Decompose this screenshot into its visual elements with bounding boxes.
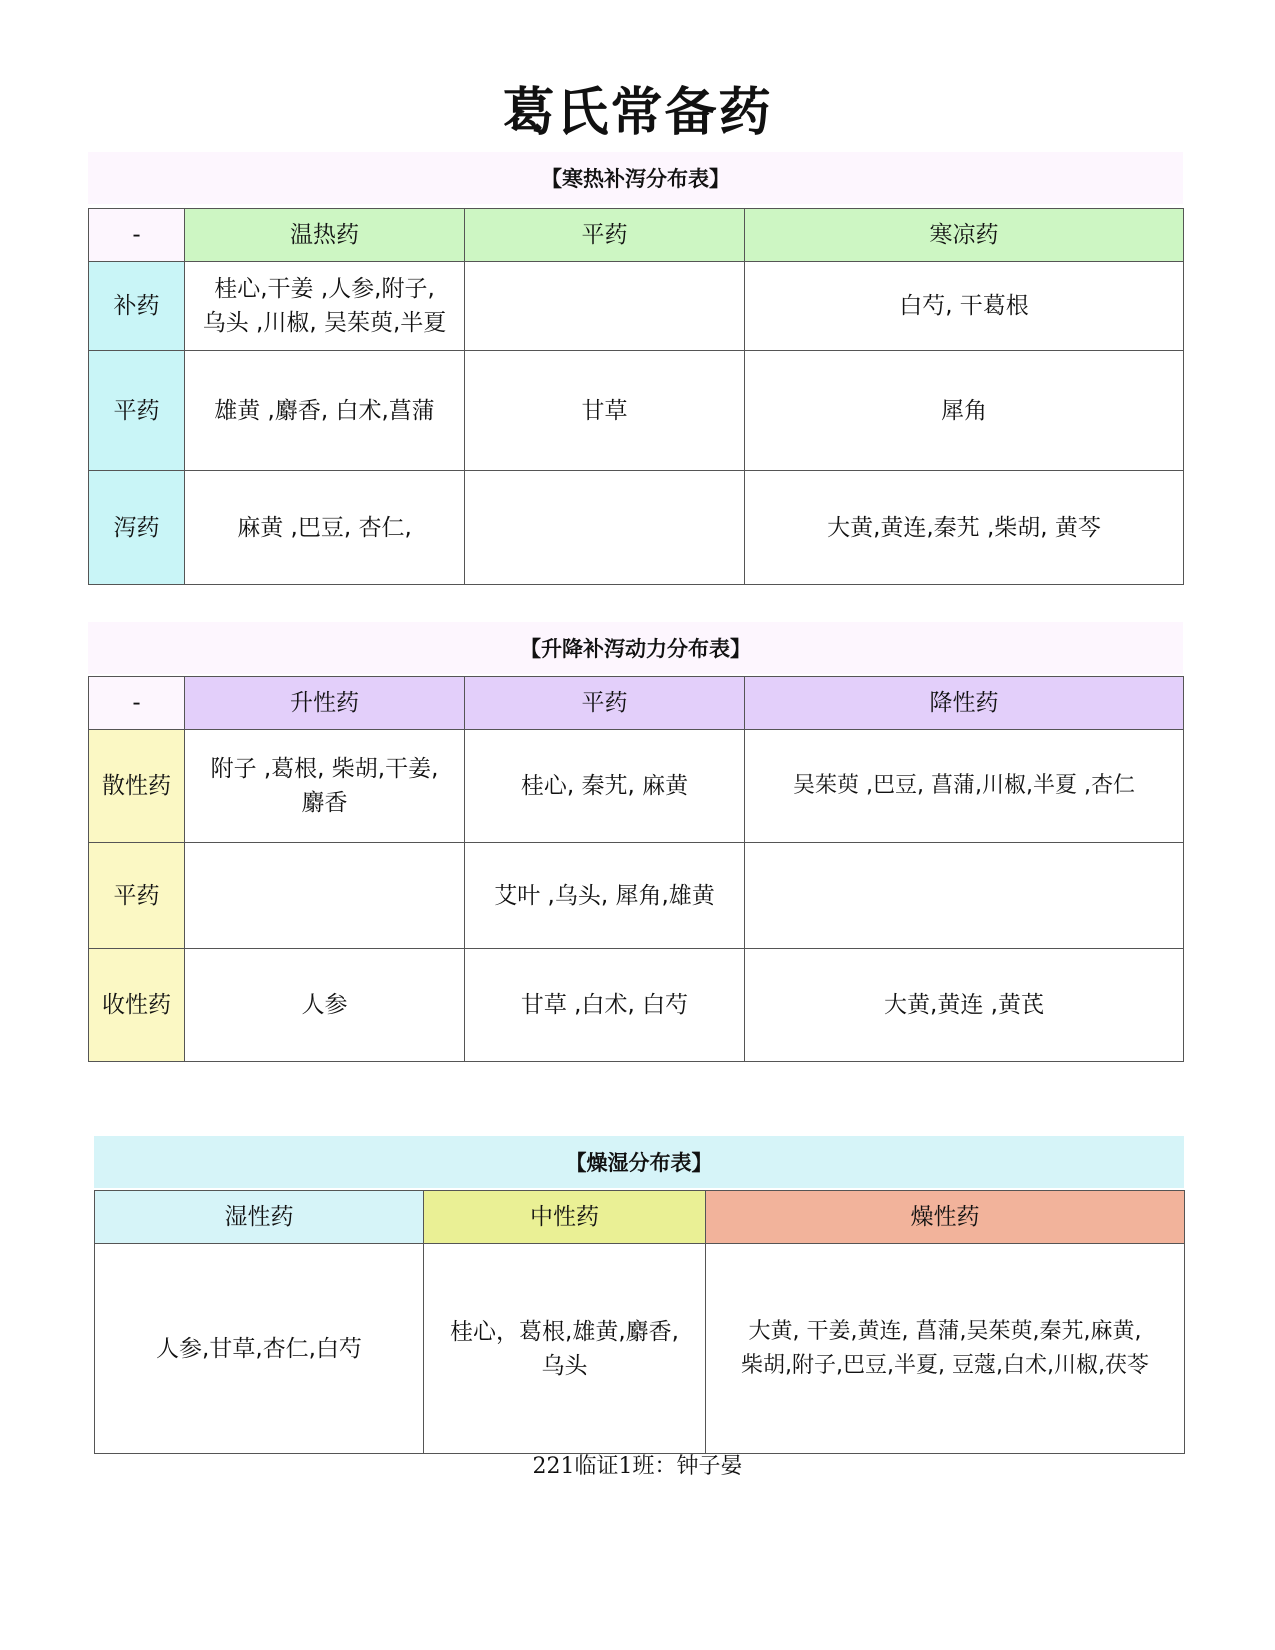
table1-cell: 大黄,黄连,秦艽 ,柴胡, 黄芩 <box>745 471 1184 585</box>
table3-caption: 【燥湿分布表】 <box>94 1136 1184 1188</box>
table2-cell <box>185 843 465 949</box>
table1-cell: 白芍, 干葛根 <box>745 262 1184 351</box>
table1-cell: 桂心,干姜 ,人参,附子, 乌头 ,川椒, 吴茱萸,半夏 <box>185 262 465 351</box>
table1-col-header: 温热药 <box>185 209 465 262</box>
table2-row-header: 散性药 <box>89 730 185 843</box>
table2-cell: 甘草 ,白术, 白芍 <box>465 949 745 1062</box>
table2-col-header: 降性药 <box>745 677 1184 730</box>
table1-col-header: 寒凉药 <box>745 209 1184 262</box>
table1-cell: 麻黄 ,巴豆, 杏仁, <box>185 471 465 585</box>
table2-col-header: 平药 <box>465 677 745 730</box>
table2-cell: 人参 <box>185 949 465 1062</box>
table2-cell <box>745 843 1184 949</box>
table3-cell: 大黄, 干姜,黄连, 菖蒲,吴茱萸,秦艽,麻黄, 柴胡,附子,巴豆,半夏, 豆蔻,白术,川椒,茯苓 <box>706 1244 1185 1454</box>
table3-col-header-wet: 湿性药 <box>95 1191 424 1244</box>
table2-row-header: 收性药 <box>89 949 185 1062</box>
table1-cell: 甘草 <box>465 351 745 471</box>
table1-caption: 【寒热补泻分布表】 <box>88 152 1183 204</box>
cold-heat-table <box>88 208 1184 585</box>
table2-cell: 艾叶 ,乌头, 犀角,雄黄 <box>465 843 745 949</box>
table1-cell: 犀角 <box>745 351 1184 471</box>
table2-row-header: 平药 <box>89 843 185 949</box>
table1-corner: - <box>89 209 185 262</box>
table2-corner: - <box>89 677 185 730</box>
table2-cell: 桂心, 秦艽, 麻黄 <box>465 730 745 843</box>
page-title: 葛氏常备药 <box>502 83 773 143</box>
table3-cell: 人参,甘草,杏仁,白芍 <box>95 1244 424 1454</box>
dry-wet-table <box>94 1190 1185 1454</box>
table2-cell: 大黄,黄连 ,黄芪 <box>745 949 1184 1062</box>
table1-row-header: 平药 <box>89 351 185 471</box>
table1-row-header: 泻药 <box>89 471 185 585</box>
table1-cell <box>465 262 745 351</box>
table3-cell: 桂心，葛根,雄黄,麝香, 乌头 <box>424 1244 706 1454</box>
table1-cell <box>465 471 745 585</box>
table2-cell: 吴茱萸 ,巴豆, 菖蒲,川椒,半夏 ,杏仁 <box>745 730 1184 843</box>
table1-row-header: 补药 <box>89 262 185 351</box>
table1-cell: 雄黄 ,麝香, 白术,菖蒲 <box>185 351 465 471</box>
table2-col-header: 升性药 <box>185 677 465 730</box>
table2-caption: 【升降补泻动力分布表】 <box>88 622 1183 674</box>
table3-col-header-neutral: 中性药 <box>424 1191 706 1244</box>
table2-cell: 附子 ,葛根, 柴胡,干姜, 麝香 <box>185 730 465 843</box>
ascend-descend-table <box>88 676 1184 1062</box>
footer-credit: 221临证1班：钟子晏 <box>532 1454 743 1479</box>
table1-col-header: 平药 <box>465 209 745 262</box>
table3-col-header-dry: 燥性药 <box>706 1191 1185 1244</box>
